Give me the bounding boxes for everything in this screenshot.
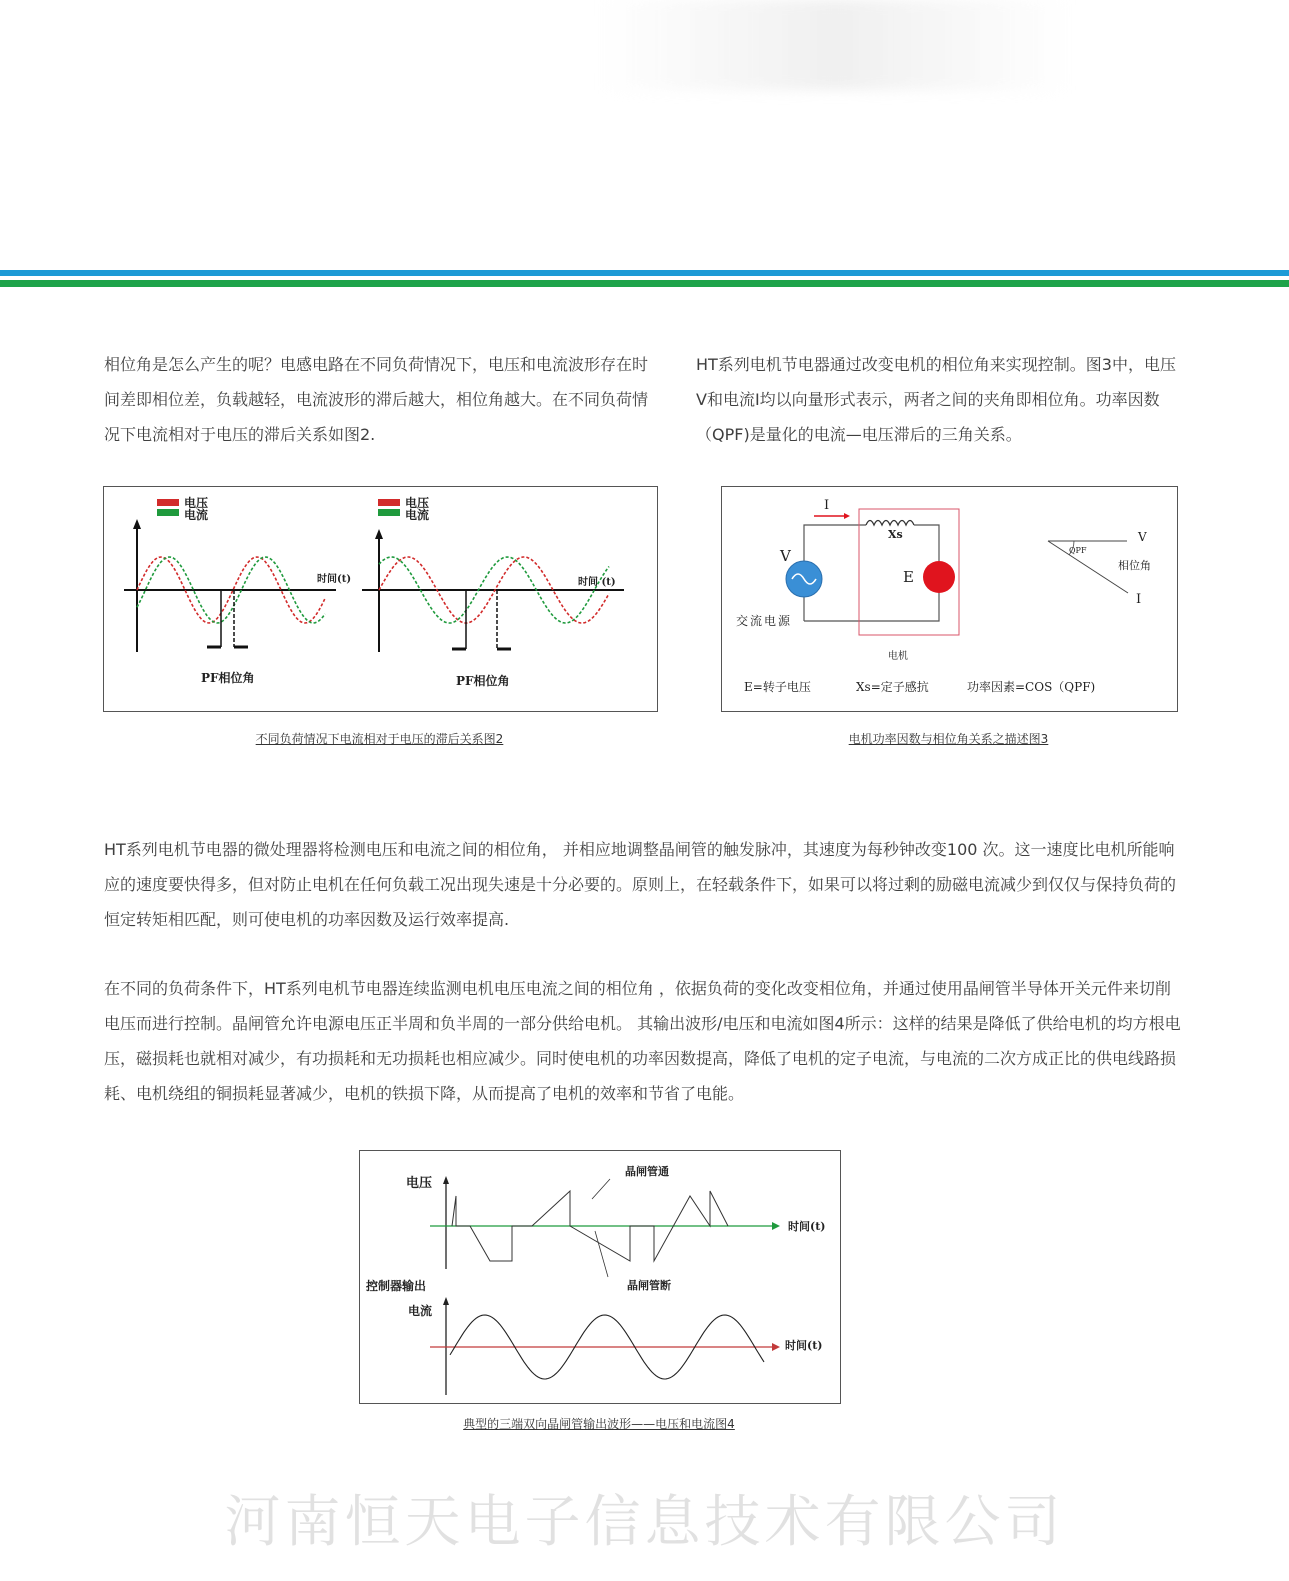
intro-right-paragraph: HT系列电机节电器通过改变电机的相位角来实现控制。图3中，电压V和电流I均以向量形式表示，两者之间的夹角即相位角。功率因数（QPF)是量化的电流—电压滞后的三角关系。 [696,355,1176,444]
pf-angle-label: PF相位角 [201,671,255,685]
legend-xs: Xs=定子感抗 [856,680,929,694]
figure-2-phase-lag [103,486,658,712]
body-paragraph-3: HT系列电机节电器的微处理器将检测电压和电流之间的相位角， 并相应地调整晶闸管的触发脉冲，其速度为每秒钟改变100 次。这一速度比电机所能响应的速度要快得多，但对防止电机在任何负载工况出现失速是十分必要的。原则上，在轻载条件下，如果可以将过剩的励磁电流减少到仅仅与保持负荷的恒定转矩相匹配，则可使电机的功率因数及运行效率提高. [104,840,1177,929]
vector-i [1048,541,1128,593]
current-label: I [824,498,830,513]
legend-voltage-label: 电压 [405,496,430,510]
body-paragraph-4: 在不同的负荷条件下，HT系列电机节电器连续监测电机电压电流之间的相位角 ，依据负荷的变化改变相位角，并通过使用晶闸管半导体开关元件来切削电压而进行控制。晶闸管允许电源电压正半周和负半周的一部分供给电机。 其输出波形/电压和电流如图4所示：这样的结果是降低了供给电机的均方根电压，磁损耗也就相对减少，有功损耗和无功损耗也相应减少。同时使电机的功率因数提高，降低了电机的定子电流，与电流的二次方成正比的供电线路损耗、电机绕组的铜损耗显著减少，电机的铁损下降，从而提高了电机的效率和节省了电能。 [104,979,1181,1103]
emf-source-icon [923,561,955,593]
thyristor-on-label: 晶闸管通 [625,1165,669,1178]
figure-2-caption: 不同负荷情况下电流相对于电压的滞后关系图2 [255,732,504,746]
legend-current-swatch [378,509,400,516]
header-stripe-green [0,280,1289,287]
legend-e: E=转子电压 [744,680,811,694]
inductor-coil [866,521,914,526]
header-glow [600,0,1070,90]
qpf-label: QPF [1069,546,1087,555]
inductor-label: Xs [888,528,903,541]
voltage-axis-label: 电压 [406,1176,433,1191]
voltage-label: V [780,547,791,565]
legend-current-swatch [157,509,179,516]
motor-label: 电机 [888,651,908,662]
figure-2-right-panel [362,495,624,688]
time-axis-label: 时间(t) [317,574,352,585]
vector-i-label: I [1136,592,1142,607]
ac-source-label: 交流电源 [736,614,793,628]
legend-current-label: 电流 [184,508,209,522]
emf-label: E [903,568,914,586]
figure-4-thyristor-waveform [359,1150,841,1404]
time-axis-label-bottom: 时间(t) [785,1339,823,1352]
legend-power-factor: 功率因素=COS（QPF) [967,680,1096,694]
time-axis-label: 时间 (t) [578,577,616,588]
current-arrow [844,513,850,519]
phase-angle-label: 相位角 [1118,559,1151,572]
figure-3-caption: 电机功率因数与相位角关系之描述图3 [848,732,1049,746]
figure-2-left-panel [124,495,351,685]
figure-4-caption: 典型的三端双向晶闸管输出波形——电压和电流图4 [463,1417,735,1431]
company-name-watermark: 河南恒天电子信息技术有限公司 [224,1490,1065,1555]
controller-output-label: 控制器输出 [366,1279,427,1293]
legend-voltage-label: 电压 [184,496,209,510]
figure-3-power-factor [721,486,1178,712]
intro-left-paragraph: 相位角是怎么产生的呢？电感电路在不同负荷情况下，电压和电流波形存在时间差即相位差，负载越轻，电流波形的滞后越大，相位角越大。在不同负荷情况下电流相对于电压的滞后关系如图2. [104,355,649,444]
legend-current-label: 电流 [405,508,430,522]
legend-voltage-swatch [378,499,400,506]
vector-v-label: V [1138,530,1147,544]
current-axis-label: 电流 [408,1304,433,1318]
pf-angle-label: PF相位角 [456,674,510,688]
time-axis-label-top: 时间(t) [788,1220,826,1233]
legend-voltage-swatch [157,499,179,506]
thyristor-off-label: 晶闸管断 [627,1279,671,1292]
